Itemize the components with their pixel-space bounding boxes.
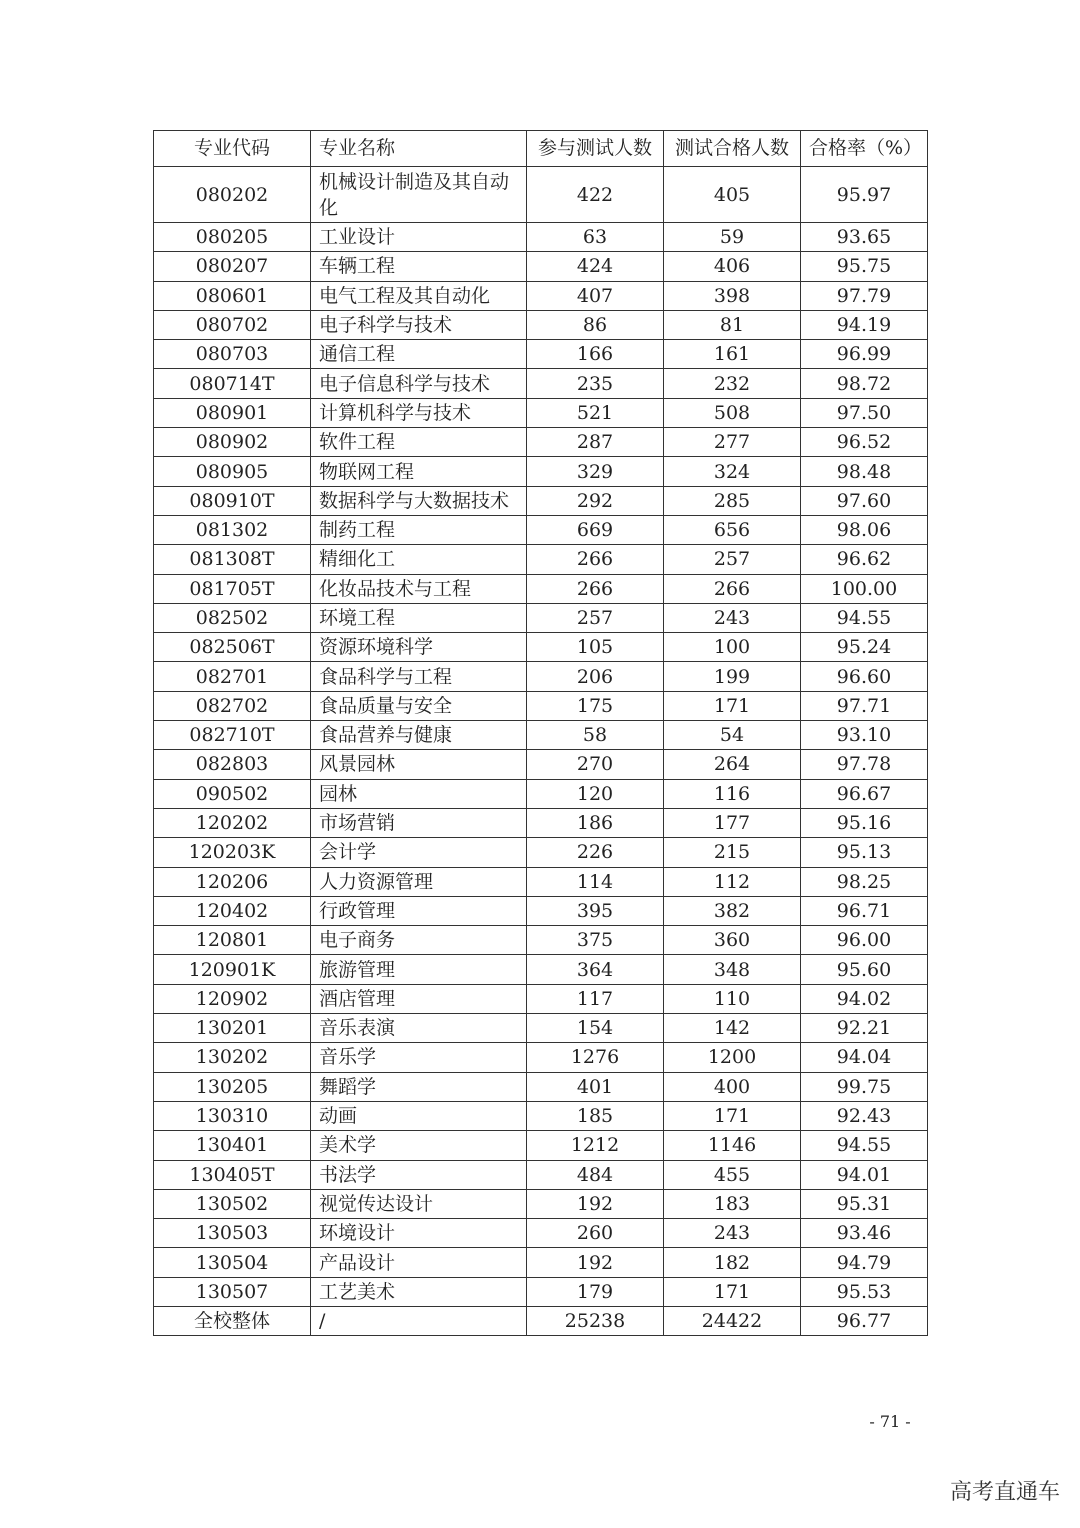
participants-cell: 266 <box>527 574 664 603</box>
table-row <box>154 808 928 837</box>
participants-cell: 407 <box>527 281 664 310</box>
pass-rate-cell: 96.99 <box>801 340 928 369</box>
pass-rate-cell: 95.16 <box>801 808 928 837</box>
table-row <box>154 340 928 369</box>
major-code-cell: 082710T <box>154 721 311 750</box>
participants-cell: 179 <box>527 1277 664 1306</box>
participants-cell: 401 <box>527 1072 664 1101</box>
major-code-cell: 081705T <box>154 574 311 603</box>
participants-cell: 192 <box>527 1189 664 1218</box>
passed-cell: 81 <box>664 310 801 339</box>
major-name-cell: 车辆工程 <box>311 252 527 281</box>
header-major-name: 专业名称 <box>311 131 527 167</box>
table-row <box>154 281 928 310</box>
table-row <box>154 896 928 925</box>
passed-cell: 455 <box>664 1160 801 1189</box>
major-name-cell: 会计学 <box>311 838 527 867</box>
table-row <box>154 633 928 662</box>
pass-rate-cell: 97.78 <box>801 750 928 779</box>
pass-rate-cell: 94.79 <box>801 1248 928 1277</box>
major-name-cell: 资源环境科学 <box>311 633 527 662</box>
participants-cell: 114 <box>527 867 664 896</box>
table-row <box>154 574 928 603</box>
table-row <box>154 369 928 398</box>
passed-cell: 171 <box>664 1277 801 1306</box>
passed-cell: 360 <box>664 926 801 955</box>
table-row <box>154 223 928 252</box>
major-code-cell: 130401 <box>154 1131 311 1160</box>
major-code-cell: 082502 <box>154 603 311 632</box>
pass-rate-cell: 98.72 <box>801 369 928 398</box>
passed-cell: 400 <box>664 1072 801 1101</box>
major-name-cell: 食品营养与健康 <box>311 721 527 750</box>
major-code-cell: 130507 <box>154 1277 311 1306</box>
pass-rate-cell: 95.13 <box>801 838 928 867</box>
major-code-cell: 120202 <box>154 808 311 837</box>
page-number: - 71 - <box>869 1412 911 1431</box>
participants-cell: 260 <box>527 1219 664 1248</box>
major-code-cell: 082701 <box>154 662 311 691</box>
passed-cell: 110 <box>664 984 801 1013</box>
passed-cell: 183 <box>664 1189 801 1218</box>
table-row <box>154 662 928 691</box>
passed-cell: 171 <box>664 691 801 720</box>
major-name-cell: 视觉传达设计 <box>311 1189 527 1218</box>
major-name-cell: 行政管理 <box>311 896 527 925</box>
passed-cell: 215 <box>664 838 801 867</box>
major-code-cell: 130202 <box>154 1043 311 1072</box>
table-row <box>154 867 928 896</box>
major-code-cell: 080703 <box>154 340 311 369</box>
major-name-cell: 市场营销 <box>311 808 527 837</box>
major-code-cell: 080714T <box>154 369 311 398</box>
major-name-cell: 通信工程 <box>311 340 527 369</box>
table-row <box>154 750 928 779</box>
table-row <box>154 1043 928 1072</box>
table-row <box>154 1072 928 1101</box>
participants-cell: 1212 <box>527 1131 664 1160</box>
major-code-cell: 130503 <box>154 1219 311 1248</box>
major-name-cell: 产品设计 <box>311 1248 527 1277</box>
major-code-cell: 130502 <box>154 1189 311 1218</box>
table-row <box>154 721 928 750</box>
passed-cell: 266 <box>664 574 801 603</box>
passed-cell: 1200 <box>664 1043 801 1072</box>
table-row <box>154 1277 928 1306</box>
table-row <box>154 955 928 984</box>
major-name-cell: 化妆品技术与工程 <box>311 574 527 603</box>
pass-rate-cell: 96.62 <box>801 545 928 574</box>
passed-cell: 508 <box>664 398 801 427</box>
major-name-cell: 环境工程 <box>311 603 527 632</box>
passed-cell: 656 <box>664 515 801 544</box>
passed-cell: 398 <box>664 281 801 310</box>
pass-rate-cell: 100.00 <box>801 574 928 603</box>
participants-cell: 364 <box>527 955 664 984</box>
table-row <box>154 428 928 457</box>
major-name-cell: 软件工程 <box>311 428 527 457</box>
major-name-cell: 电子科学与技术 <box>311 310 527 339</box>
pass-rate-cell: 96.52 <box>801 428 928 457</box>
passed-cell: 142 <box>664 1014 801 1043</box>
major-code-cell: 081302 <box>154 515 311 544</box>
passed-cell: 264 <box>664 750 801 779</box>
table-row <box>154 1189 928 1218</box>
pass-rate-cell: 98.48 <box>801 457 928 486</box>
major-name-cell: 音乐学 <box>311 1043 527 1072</box>
major-name-cell: 酒店管理 <box>311 984 527 1013</box>
table-row <box>154 779 928 808</box>
participants-cell: 166 <box>527 340 664 369</box>
participants-cell: 192 <box>527 1248 664 1277</box>
table-row <box>154 545 928 574</box>
major-name-cell: 风景园林 <box>311 750 527 779</box>
summary-row <box>154 1306 928 1335</box>
participants-cell: 266 <box>527 545 664 574</box>
passed-cell: 116 <box>664 779 801 808</box>
participants-cell: 120 <box>527 779 664 808</box>
participants-cell: 226 <box>527 838 664 867</box>
major-code-cell: 130205 <box>154 1072 311 1101</box>
pass-rate-cell: 96.00 <box>801 926 928 955</box>
table-row <box>154 984 928 1013</box>
participants-cell: 1276 <box>527 1043 664 1072</box>
header-pass-rate: 合格率（%） <box>801 131 928 167</box>
major-code-cell: 082702 <box>154 691 311 720</box>
participants-cell: 86 <box>527 310 664 339</box>
major-code-cell: 081308T <box>154 545 311 574</box>
major-code-cell: 130504 <box>154 1248 311 1277</box>
pass-rate-cell: 96.77 <box>801 1306 928 1335</box>
major-name-cell: 环境设计 <box>311 1219 527 1248</box>
passed-cell: 182 <box>664 1248 801 1277</box>
major-name-cell: 电子商务 <box>311 926 527 955</box>
participants-cell: 270 <box>527 750 664 779</box>
passed-cell: 406 <box>664 252 801 281</box>
major-name-cell: 动画 <box>311 1101 527 1130</box>
pass-rate-cell: 94.19 <box>801 310 928 339</box>
participants-cell: 422 <box>527 167 664 223</box>
major-name-cell: 人力资源管理 <box>311 867 527 896</box>
major-name-cell: 工艺美术 <box>311 1277 527 1306</box>
passed-cell: 232 <box>664 369 801 398</box>
major-name-cell: 工业设计 <box>311 223 527 252</box>
table-row <box>154 1219 928 1248</box>
major-code-cell: 120801 <box>154 926 311 955</box>
passed-cell: 59 <box>664 223 801 252</box>
watermark-text: 高考直通车 <box>949 1480 1060 1505</box>
pass-rate-cell: 94.01 <box>801 1160 928 1189</box>
major-code-cell: 080702 <box>154 310 311 339</box>
table-row <box>154 167 928 223</box>
passed-cell: 161 <box>664 340 801 369</box>
major-code-cell: 080205 <box>154 223 311 252</box>
participants-cell: 424 <box>527 252 664 281</box>
passed-cell: 24422 <box>664 1306 801 1335</box>
major-code-cell: 080910T <box>154 486 311 515</box>
participants-cell: 669 <box>527 515 664 544</box>
passed-cell: 405 <box>664 167 801 223</box>
passed-cell: 382 <box>664 896 801 925</box>
passed-cell: 1146 <box>664 1131 801 1160</box>
pass-rate-cell: 97.79 <box>801 281 928 310</box>
major-name-cell: 计算机科学与技术 <box>311 398 527 427</box>
participants-cell: 63 <box>527 223 664 252</box>
major-code-cell: 120901K <box>154 955 311 984</box>
passed-cell: 257 <box>664 545 801 574</box>
participants-cell: 257 <box>527 603 664 632</box>
table-row <box>154 1248 928 1277</box>
pass-rate-cell: 94.55 <box>801 1131 928 1160</box>
major-code-cell: 130201 <box>154 1014 311 1043</box>
participants-cell: 235 <box>527 369 664 398</box>
pass-rate-cell: 92.21 <box>801 1014 928 1043</box>
participants-cell: 175 <box>527 691 664 720</box>
major-name-cell: 舞蹈学 <box>311 1072 527 1101</box>
pass-rate-cell: 94.55 <box>801 603 928 632</box>
participants-cell: 484 <box>527 1160 664 1189</box>
major-code-cell: 120203K <box>154 838 311 867</box>
passed-cell: 285 <box>664 486 801 515</box>
major-name-cell: 音乐表演 <box>311 1014 527 1043</box>
table-row <box>154 252 928 281</box>
pass-rate-cell: 95.97 <box>801 167 928 223</box>
participants-cell: 329 <box>527 457 664 486</box>
pass-rate-cell: 96.71 <box>801 896 928 925</box>
passed-cell: 199 <box>664 662 801 691</box>
table-row <box>154 838 928 867</box>
major-name-cell: 旅游管理 <box>311 955 527 984</box>
pass-rate-cell: 97.71 <box>801 691 928 720</box>
table-row <box>154 457 928 486</box>
major-name-cell: 制药工程 <box>311 515 527 544</box>
participants-cell: 287 <box>527 428 664 457</box>
passed-cell: 100 <box>664 633 801 662</box>
pass-rate-cell: 97.60 <box>801 486 928 515</box>
major-name-cell: 电子信息科学与技术 <box>311 369 527 398</box>
passed-cell: 277 <box>664 428 801 457</box>
participants-cell: 186 <box>527 808 664 837</box>
pass-rate-cell: 94.04 <box>801 1043 928 1072</box>
major-name-cell: 食品科学与工程 <box>311 662 527 691</box>
pass-rate-cell: 99.75 <box>801 1072 928 1101</box>
participants-cell: 58 <box>527 721 664 750</box>
table-row <box>154 1131 928 1160</box>
pass-rate-cell: 93.10 <box>801 721 928 750</box>
table-row <box>154 691 928 720</box>
major-name-cell: 机械设计制造及其自动化 <box>311 167 527 223</box>
major-name-cell: 园林 <box>311 779 527 808</box>
table-row <box>154 1160 928 1189</box>
passed-cell: 348 <box>664 955 801 984</box>
pass-rate-cell: 98.25 <box>801 867 928 896</box>
pass-rate-cell: 95.31 <box>801 1189 928 1218</box>
major-code-cell: 090502 <box>154 779 311 808</box>
table-header-row <box>154 131 928 167</box>
passed-cell: 54 <box>664 721 801 750</box>
table-row <box>154 310 928 339</box>
major-name-cell: / <box>311 1306 527 1335</box>
header-major-code: 专业代码 <box>154 131 311 167</box>
major-code-cell: 080207 <box>154 252 311 281</box>
major-name-cell: 食品质量与安全 <box>311 691 527 720</box>
passed-cell: 171 <box>664 1101 801 1130</box>
pass-rate-cell: 95.75 <box>801 252 928 281</box>
header-passed: 测试合格人数 <box>664 131 801 167</box>
table-row <box>154 926 928 955</box>
major-code-cell: 080905 <box>154 457 311 486</box>
pass-rate-cell: 95.53 <box>801 1277 928 1306</box>
participants-cell: 154 <box>527 1014 664 1043</box>
major-code-cell: 全校整体 <box>154 1306 311 1335</box>
passed-cell: 177 <box>664 808 801 837</box>
major-code-cell: 082506T <box>154 633 311 662</box>
table-row <box>154 1101 928 1130</box>
pass-rate-cell: 92.43 <box>801 1101 928 1130</box>
participants-cell: 206 <box>527 662 664 691</box>
major-name-cell: 精细化工 <box>311 545 527 574</box>
major-name-cell: 数据科学与大数据技术 <box>311 486 527 515</box>
major-code-cell: 120402 <box>154 896 311 925</box>
pass-rate-cell: 93.46 <box>801 1219 928 1248</box>
participants-cell: 25238 <box>527 1306 664 1335</box>
participants-cell: 185 <box>527 1101 664 1130</box>
passed-cell: 243 <box>664 603 801 632</box>
participants-cell: 292 <box>527 486 664 515</box>
major-name-cell: 书法学 <box>311 1160 527 1189</box>
major-code-cell: 130405T <box>154 1160 311 1189</box>
table-body <box>154 167 928 1336</box>
passed-cell: 324 <box>664 457 801 486</box>
table-row <box>154 398 928 427</box>
table-row <box>154 486 928 515</box>
participants-cell: 105 <box>527 633 664 662</box>
header-participants: 参与测试人数 <box>527 131 664 167</box>
pass-rate-table <box>153 130 928 1336</box>
major-code-cell: 080901 <box>154 398 311 427</box>
participants-cell: 395 <box>527 896 664 925</box>
pass-rate-cell: 95.60 <box>801 955 928 984</box>
pass-rate-cell: 94.02 <box>801 984 928 1013</box>
table-row <box>154 1014 928 1043</box>
pass-rate-cell: 96.67 <box>801 779 928 808</box>
participants-cell: 117 <box>527 984 664 1013</box>
major-code-cell: 120206 <box>154 867 311 896</box>
major-code-cell: 080202 <box>154 167 311 223</box>
major-name-cell: 电气工程及其自动化 <box>311 281 527 310</box>
passed-cell: 112 <box>664 867 801 896</box>
major-code-cell: 080902 <box>154 428 311 457</box>
pass-rate-cell: 98.06 <box>801 515 928 544</box>
table-row <box>154 603 928 632</box>
participants-cell: 521 <box>527 398 664 427</box>
major-code-cell: 082803 <box>154 750 311 779</box>
major-code-cell: 120902 <box>154 984 311 1013</box>
major-name-cell: 物联网工程 <box>311 457 527 486</box>
pass-rate-cell: 95.24 <box>801 633 928 662</box>
passed-cell: 243 <box>664 1219 801 1248</box>
major-name-cell: 美术学 <box>311 1131 527 1160</box>
table-row <box>154 515 928 544</box>
pass-rate-cell: 96.60 <box>801 662 928 691</box>
major-code-cell: 080601 <box>154 281 311 310</box>
pass-rate-cell: 93.65 <box>801 223 928 252</box>
major-code-cell: 130310 <box>154 1101 311 1130</box>
pass-rate-cell: 97.50 <box>801 398 928 427</box>
participants-cell: 375 <box>527 926 664 955</box>
